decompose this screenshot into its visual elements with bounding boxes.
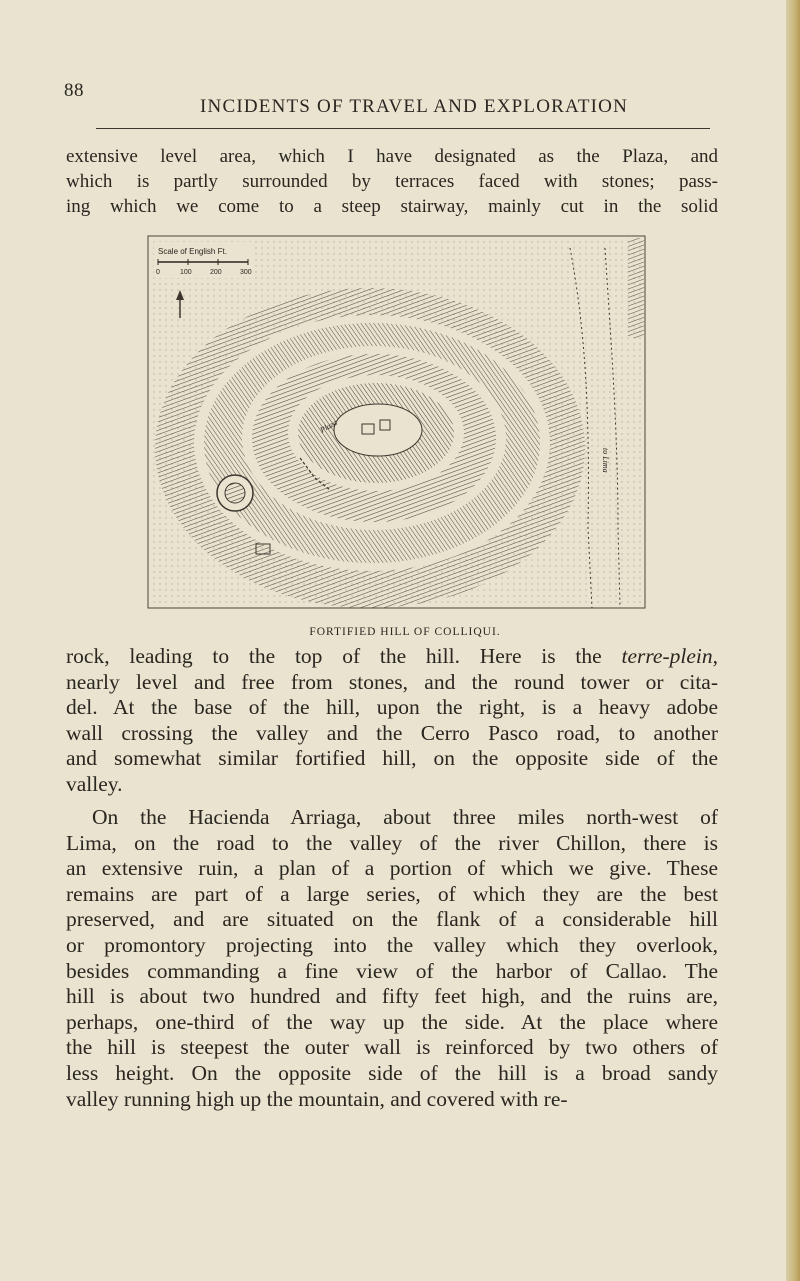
text-line: wall crossing the valley and the Cerro Pasco road, to another [66,720,718,745]
text-line: valley. [66,771,123,796]
italic-term: terre-plein [621,644,713,668]
paragraph-2 [66,644,718,798]
text-line: del. At the base of the hill, upon the right, is a heavy adobe [66,695,718,720]
paragraph-1 [66,144,718,219]
text-line: Lima, on the road to the valley of the river Chillon, there is [66,830,718,855]
text-line: valley running high up the mountain, and covered with re- [66,1086,568,1111]
page-number: 88 [64,80,84,101]
plaza-label: Plaza [318,417,339,435]
text-line: nearly level and free from stones, and the round tower or cita- [66,669,718,694]
scale-tick: 300 [240,269,252,276]
text-line: or promontory projecting into the valley which they overlook, [66,932,718,957]
fortified-hill-plan [140,228,655,613]
text-line: perhaps, one-third of the way up the side. At the place where [66,1009,718,1034]
book-spine-edge [786,0,800,1281]
text-run: , [712,644,718,668]
road-label: to Lima [601,448,610,473]
text-line: the hill is steepest the outer wall is reinforced by two others of [66,1035,718,1060]
text-line: On the Hacienda Arriaga, about three miles north-west of [92,805,718,829]
text-line: and somewhat similar fortified hill, on the opposite side of the [66,746,718,771]
scale-title: Scale of English Ft. [158,247,227,256]
text-line: preserved, and are situated on the flank of a considerable hill [66,907,718,932]
text-line: which is partly surrounded by terraces faced with stones; pass- [66,171,718,192]
running-title: INCIDENTS OF TRAVEL AND EXPLORATION [200,96,628,117]
text-line: besides commanding a fine view of the harbor of Callao. The [66,958,718,983]
text-line: hill is about two hundred and fifty feet high, and the ruins are, [66,984,718,1009]
text-line [66,644,718,670]
scale-tick: 200 [210,269,222,276]
paragraph-3 [66,805,718,1112]
scale-tick: 0 [156,269,160,276]
text-line: an extensive ruin, a plan of a portion of which we give. These [66,856,718,881]
figure-caption: FORTIFIED HILL OF COLLIQUI. [309,626,501,638]
text-line: ing which we come to a steep stairway, mainly cut in the solid [66,196,718,217]
text-run: rock, leading to the top of the hill. Here is the [66,644,622,668]
text-line: less height. On the opposite side of the hill is a broad sandy [66,1060,718,1085]
text-line: remains are part of a large series, of which they are the best [66,881,718,906]
scale-tick: 100 [180,269,192,276]
header-rule [96,128,710,129]
text-line: extensive level area, which I have designated as the Plaza, and [66,146,718,167]
